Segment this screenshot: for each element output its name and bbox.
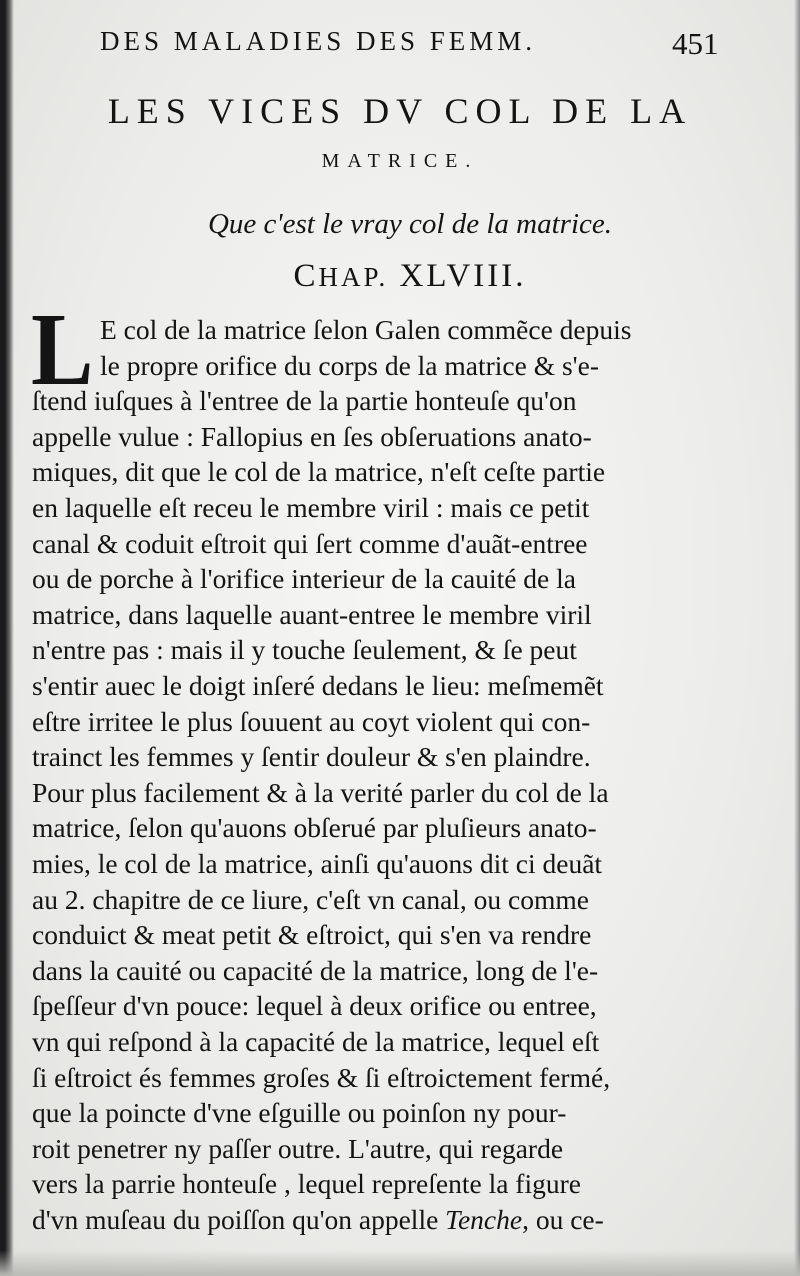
body-line-text: d'vn muſeau du poiſſon qu'on appelle xyxy=(32,1204,446,1235)
running-head: DES MALADIES DES FEMM. xyxy=(100,26,537,56)
body-line xyxy=(32,773,770,813)
chapter-title-line-2: MATRICE. xyxy=(321,150,479,172)
body-line xyxy=(100,310,770,350)
chapter-number: XLVIII. xyxy=(399,258,527,294)
body-line xyxy=(32,986,770,1026)
body-line-text: vers la parrie honteuſe , lequel repreſente la figure xyxy=(32,1168,581,1200)
body-line-italic-word: Tenche xyxy=(445,1204,523,1235)
body-line-text: vn qui reſpond à la capacité de la matrice, lequel eſt xyxy=(32,1026,600,1057)
body-line-text: dans la cauité ou capacité de la matrice, long de l'e- xyxy=(32,954,599,986)
body-line-text: E col de la matrice ſelon Galen commẽce depuis xyxy=(100,314,632,345)
body-line xyxy=(32,666,770,706)
body-line-text: matrice, dans laquelle auant-entree le membre viril xyxy=(32,598,592,630)
body-line xyxy=(32,1058,770,1098)
body-line xyxy=(32,702,770,742)
body-line-text: ou de porche à l'orifice interieur de la cauité de la xyxy=(32,563,576,595)
body-line-text: appelle vulue : Fallopius en ſes obſeruations anato- xyxy=(32,420,592,452)
body-line-trailing-text: , ou ce- xyxy=(522,1204,604,1235)
body-line xyxy=(32,488,770,528)
chapter-heading-prefix: C xyxy=(293,258,319,294)
body-line xyxy=(32,951,770,991)
body-line-text: canal & coduit eſtroit qui ſert comme d'auãt-entree xyxy=(32,527,588,559)
body-line-text: le propre orifice du corps de la matrice & s'e- xyxy=(100,349,599,381)
body-line xyxy=(32,1164,770,1204)
body-line-text: n'entre pas : mais il y touche ſeulement, & ſe peut xyxy=(32,634,577,666)
body-line xyxy=(32,737,770,777)
body-line-text: que la poincte d'vne eſguille ou poinſon ny pour- xyxy=(32,1097,567,1129)
body-line xyxy=(32,381,770,421)
body-line-text: en laquelle eſt receu le membre viril : mais ce petit xyxy=(32,492,590,523)
drop-cap: L xyxy=(31,292,94,407)
body-line xyxy=(32,1200,770,1240)
body-line-text: s'entir auec le doigt inſeré dedans le lieu: meſmemẽt xyxy=(32,670,604,701)
body-line xyxy=(32,559,770,599)
body-line-text: mies, le col de la matrice, ainſi qu'auons dit ci deuãt xyxy=(32,848,603,879)
body-line-text: roit penetrer ny paſſer outre. L'autre, qui regarde xyxy=(32,1132,564,1164)
body-line xyxy=(32,630,770,670)
body-line xyxy=(32,1022,770,1062)
body-line-text: ſtend iuſques à l'entree de la partie honteuſe qu'on xyxy=(32,385,577,417)
body-line-text: miques, dit que le col de la matrice, n'eſt ceſte partie xyxy=(32,456,606,488)
body-line-text: Pour plus facilement & à la verité parler du col de la xyxy=(32,776,609,808)
body-line-text: eſtre irritee le plus ſouuent au coyt violent qui con- xyxy=(32,705,591,737)
chapter-subtitle: Que c'est le vray col de la matrice. xyxy=(207,208,612,240)
body-line xyxy=(32,1093,770,1133)
body-line xyxy=(100,346,770,386)
body-line-text: trainct les femmes y ſentir douleur & s'en plaindre. xyxy=(32,741,591,773)
body-line xyxy=(32,417,770,457)
body-line xyxy=(32,844,770,884)
chapter-heading-small: HAP. xyxy=(318,262,389,292)
body-line xyxy=(32,1129,770,1169)
body-line-text: ſpeſſeur d'vn pouce: lequel à deux orifice ou entree, xyxy=(32,990,597,1022)
body-line xyxy=(32,595,770,635)
body-line xyxy=(32,808,770,848)
body-line-text: matrice, ſelon qu'auons obſerué par pluſieurs anato- xyxy=(32,812,597,844)
body-line-text: conduict & meat petit & eſtroict, qui s'en va rendre xyxy=(32,919,592,951)
body-line xyxy=(32,524,770,564)
body-line xyxy=(32,880,770,920)
chapter-title-line-1: LES VICES DV COL DE LA xyxy=(107,91,693,131)
body-line-text: au 2. chapitre de ce liure, c'eſt vn canal, ou comme xyxy=(32,883,589,915)
body-line xyxy=(32,915,770,955)
body-line xyxy=(32,452,770,492)
page-number: 451 xyxy=(672,26,719,61)
body-line-text: ſi eſtroict és femmes groſes & ſi eſtroictement fermé, xyxy=(32,1061,611,1093)
